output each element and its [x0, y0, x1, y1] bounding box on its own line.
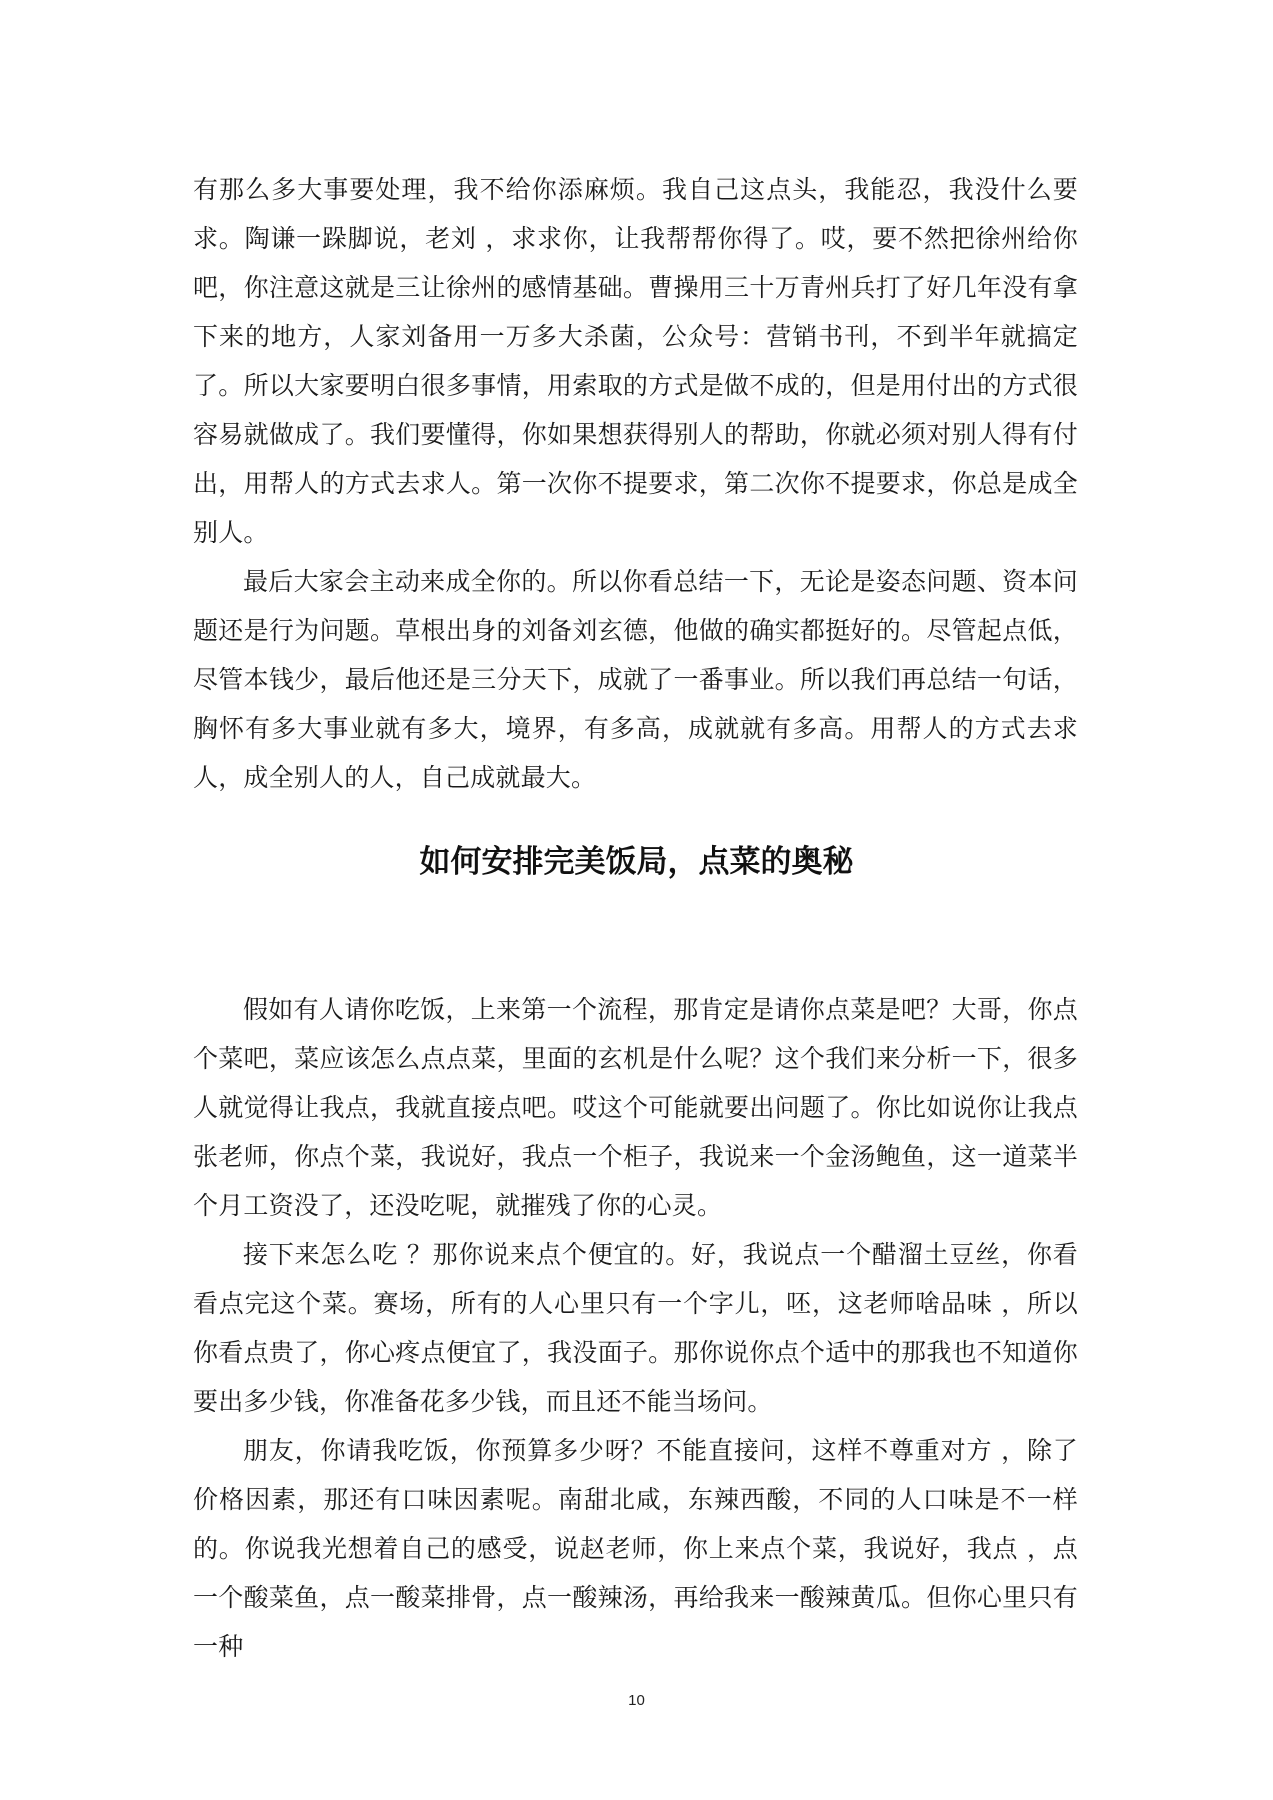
section-heading: 如何安排完美饭局，点菜的奥秘 — [419, 844, 854, 880]
paragraph: 最后大家会主动来成全你的。所以你看总结一下，无论是姿态问题、资本问题还是行为问题。草根出身的刘备刘玄德，他做的确实都挺好的。尽管起点低，尽管本钱少，最后他还是三分天下，成就了一番事业。所以我们再总结一句话，胸怀有多大事业就有多大，境界，有多高，成就就有多高。用帮人的方式去求人，成全别人的人，自己成就最大。 — [193, 567, 1078, 792]
paragraph-continuation: 有那么多大事要处理，我不给你添麻烦。我自己这点头，我能忍，我没什么要求。陶谦一跺脚说，老刘 ，求求你，让我帮帮你得了。哎，要不然把徐州给你吧，你注意这就是三让徐州的感情基础。曹操用三十万青州兵打了好几年没有拿下来的地方，人家刘备用一万多大杀菌，公众号：营销书刊，不到半年就搞定了。所以大家要明白很多事情，用索取的方式是做不成的，但是用付出的方式很容易就做成了。我们要懂得，你如果想获得别人的帮助，你就必须对别人得有付出，用帮人的方式去求人。第一次你不提要求，第二次你不提要求，你总是成全别人。 — [193, 175, 1078, 547]
paragraph: 朋友，你请我吃饭，你预算多少呀？不能直接问，这样不尊重对方 ，除了价格因素，那还有口味因素呢。南甜北咸，东辣西酸，不同的人口味是不一样的。你说我光想着自己的感受，说赵老师，你上来点个菜，我说好，我点 ，点一个酸菜鱼，点一酸菜排骨，点一酸辣汤，再给我来一酸辣黄瓜。但你心里只有一种 — [193, 1436, 1078, 1661]
paragraph: 假如有人请你吃饭，上来第一个流程，那肯定是请你点菜是吧？大哥，你点个菜吧，菜应该怎么点点菜，里面的玄机是什么呢？这个我们来分析一下，很多人就觉得让我点，我就直接点吧。哎这个可能就要出问题了。你比如说你让我点张老师，你点个菜，我说好，我点一个柜子，我说来一个金汤鲍鱼，这一道菜半个月工资没了，还没吃呢，就摧残了你的心灵。 — [193, 995, 1078, 1220]
paragraph: 接下来怎么吃 ？那你说来点个便宜的。好，我说点一个醋溜土豆丝，你看看点完这个菜。赛场，所有的人心里只有一个字儿，呸，这老师啥品味 ，所以你看点贵了，你心疼点便宜了，我没面子。那你说你点个适中的那我也不知道你要出多少钱，你准备花多少钱，而且还不能当场问。 — [193, 1240, 1078, 1416]
body-text-section-2 — [193, 985, 1078, 1671]
page-number: 10 — [628, 1692, 645, 1709]
body-text-section-1 — [193, 165, 1078, 802]
